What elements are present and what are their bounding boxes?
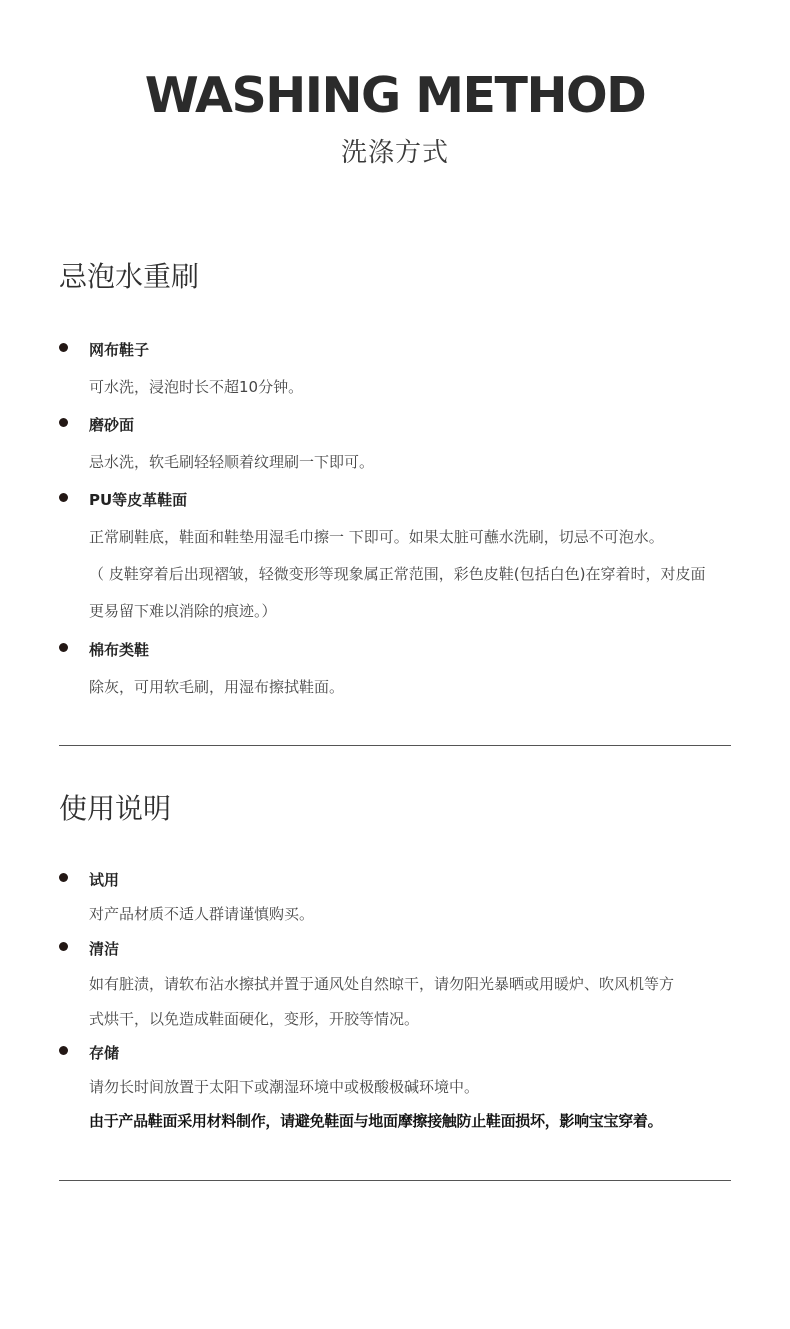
- section-no-soak: [59, 259, 731, 295]
- item-desc: 对产品材质不适人群请谨慎购买。: [89, 905, 315, 923]
- bullet-icon: [59, 418, 68, 427]
- item-desc: 可水洗，浸泡时长不超10分钟。: [89, 378, 304, 396]
- page-title: WASHING METHOD: [144, 67, 646, 124]
- item-label: 棉布类鞋: [89, 641, 150, 659]
- bullet-icon: [59, 873, 68, 882]
- divider: [59, 1180, 731, 1181]
- item-desc: 请勿长时间放置于太阳下或潮湿环境中或极酸极碱环境中。: [89, 1078, 480, 1096]
- list-item: [59, 639, 731, 698]
- list-item: [59, 869, 731, 925]
- item-desc: 正常刷鞋底，鞋面和鞋垫用湿毛巾擦一 下即可。如果太脏可蘸水洗刷，切忌不可泡水。: [89, 528, 664, 546]
- section-usage: [59, 791, 731, 827]
- divider: [59, 745, 731, 746]
- bullet-icon: [59, 1046, 68, 1055]
- item-storage: [59, 1042, 731, 1132]
- bullet-icon: [59, 493, 68, 502]
- bullet-icon: [59, 942, 68, 951]
- warning-note: 由于产品鞋面采用材料制作，请避免鞋面与地面摩擦接触防止鞋面损坏，影响宝宝穿着。: [89, 1112, 663, 1130]
- item-desc: 式烘干，以免造成鞋面硬化，变形，开胶等情况。: [89, 1010, 420, 1028]
- list-item: [59, 414, 731, 473]
- item-pu-leather: [59, 489, 731, 622]
- item-desc: 除灰，可用软毛刷，用湿布擦拭鞋面。: [89, 678, 345, 696]
- item-desc: （ 皮鞋穿着后出现褶皱，轻微变形等现象属正常范围，彩色皮鞋(包括白色)在穿着时，对皮面: [89, 565, 706, 583]
- item-canvas-shoes: [59, 639, 731, 698]
- item-label: 清洁: [89, 940, 120, 958]
- list-item: [59, 938, 731, 1030]
- bullet-icon: [59, 643, 68, 652]
- item-label: 磨砂面: [89, 416, 135, 434]
- section-title: 使用说明: [59, 792, 172, 825]
- item-desc: 如有脏渍，请软布沾水擦拭并置于通风处自然晾干，请勿阳光暴晒或用暖炉、吹风机等方: [89, 975, 675, 993]
- item-cleaning: [59, 938, 731, 1030]
- item-label: 存储: [89, 1044, 120, 1062]
- item-desc: 忌水洗，软毛刷轻轻顺着纹理刷一下即可。: [89, 453, 375, 471]
- item-desc: 更易留下难以消除的痕迹。）: [89, 602, 277, 620]
- section-title: 忌泡水重刷: [59, 260, 200, 293]
- item-suede: [59, 414, 731, 473]
- item-label: 试用: [89, 871, 120, 889]
- item-label: PU等皮革鞋面: [89, 491, 188, 509]
- item-mesh-shoes: [59, 339, 731, 398]
- item-label: 网布鞋子: [89, 341, 150, 359]
- list-item: [59, 489, 731, 622]
- page-subtitle: 洗涤方式: [340, 138, 449, 168]
- bullet-icon: [59, 343, 68, 352]
- item-trial: [59, 869, 731, 925]
- list-item: [59, 339, 731, 398]
- list-item: [59, 1042, 731, 1132]
